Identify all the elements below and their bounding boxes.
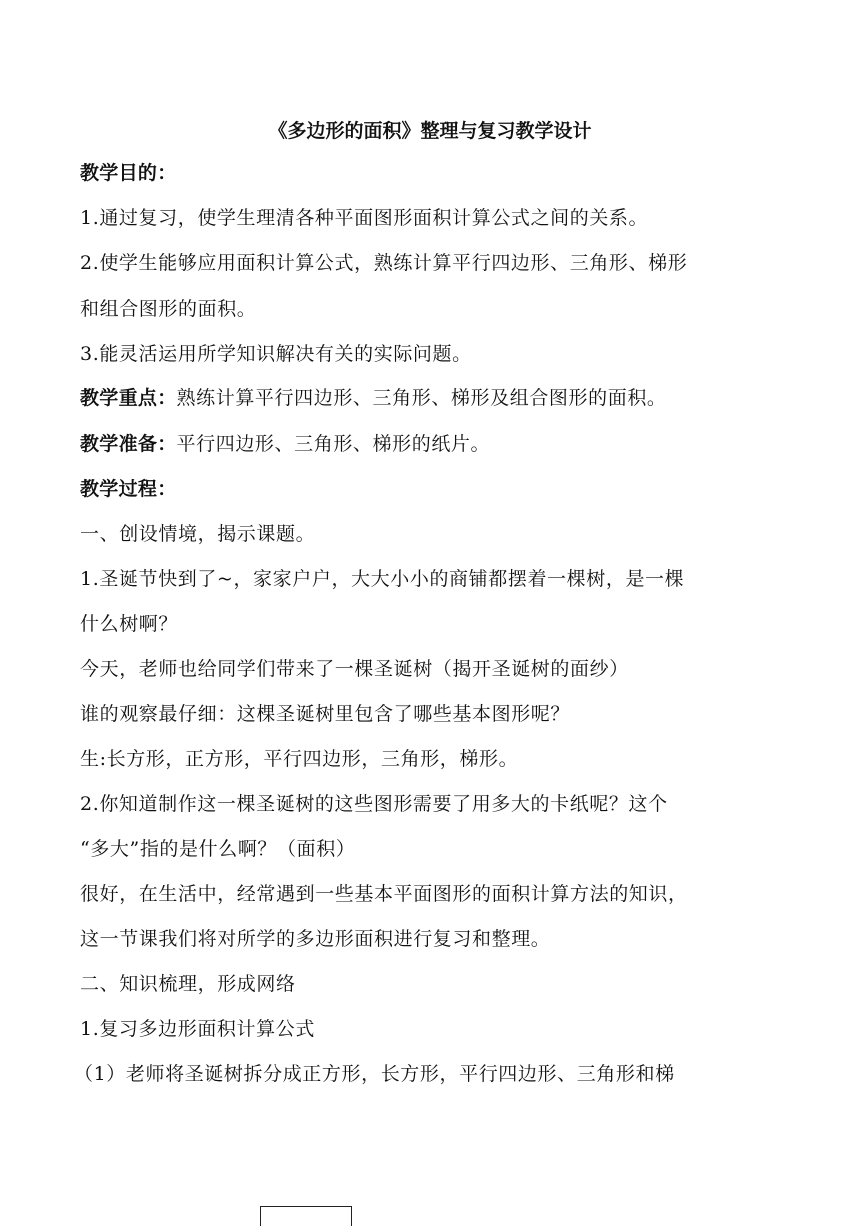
paragraph-5-line-1: 2.你知道制作这一棵圣诞树的这些图形需要了用多大的卡纸呢？这个 (80, 793, 668, 815)
paragraph-8: （1）老师将圣诞树拆分成正方形，长方形，平行四边形、三角形和梯 (74, 1063, 675, 1085)
part-1-heading: 一、创设情境，揭示课题。 (80, 523, 316, 545)
paragraph-7: 1.复习多边形面积计算公式 (80, 1018, 315, 1040)
goal-2-line-2: 和组合图形的面积。 (80, 298, 257, 320)
goal-1: 1.通过复习，使学生理清各种平面图形面积计算公式之间的关系。 (80, 207, 649, 229)
paragraph-1-line-1: 1.圣诞节快到了~，家家户户，大大小小的商铺都摆着一棵树，是一棵 (80, 568, 685, 590)
paragraph-2: 今天，老师也给同学们带来了一棵圣诞树（揭开圣诞树的面纱） (80, 658, 629, 680)
page-footer-box (260, 1206, 352, 1226)
paragraph-3: 谁的观察最仔细：这棵圣诞树里包含了哪些基本图形呢？ (80, 703, 571, 725)
paragraph-6-line-1: 很好，在生活中，经常遇到一些基本平面图形的面积计算方法的知识， (80, 883, 688, 905)
prep-text: 平行四边形、三角形、梯形的纸片。 (176, 433, 491, 455)
focus-label: 教学重点： (80, 387, 177, 409)
paragraph-5-line-2: “多大”指的是什么啊？（面积） (80, 838, 356, 860)
paragraph-6-line-2: 这一节课我们将对所学的多边形面积进行复习和整理。 (80, 928, 551, 950)
paragraph-4: 生:长方形，正方形，平行四边形，三角形，梯形。 (80, 748, 519, 770)
focus-text: 熟练计算平行四边形、三角形、梯形及组合图形的面积。 (176, 387, 667, 409)
part-2-heading: 二、知识梳理，形成网络 (80, 973, 296, 995)
prep-paragraph (80, 431, 800, 457)
goals-label: 教学目的： (80, 162, 177, 184)
goals-heading (80, 160, 800, 186)
goal-3: 3.能灵活运用所学知识解决有关的实际问题。 (80, 343, 472, 365)
process-label: 教学过程： (80, 478, 177, 500)
document-title: 《多边形的面积》整理与复习教学设计 (268, 120, 592, 142)
focus-paragraph (80, 385, 800, 411)
paragraph-1-line-2: 什么树啊？ (80, 613, 179, 635)
goal-2-line-1: 2.使学生能够应用面积计算公式，熟练计算平行四边形、三角形、梯形 (80, 252, 688, 274)
prep-label: 教学准备： (80, 433, 177, 455)
process-heading (80, 476, 800, 502)
